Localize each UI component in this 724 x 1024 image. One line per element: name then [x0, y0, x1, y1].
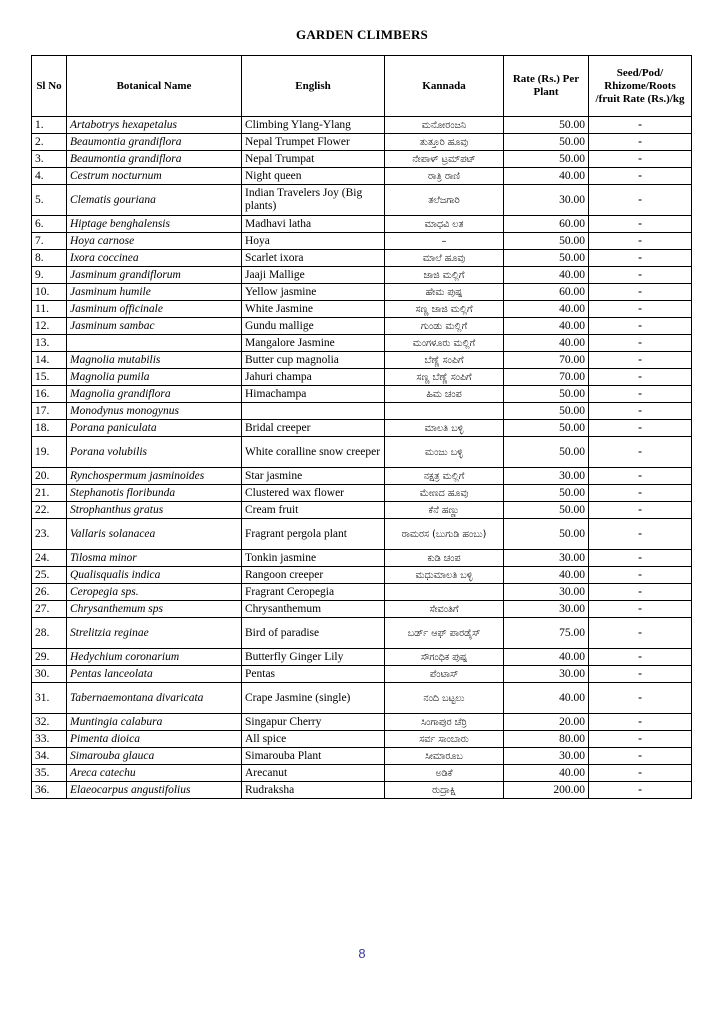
cell-english-name: Himachampa: [242, 386, 385, 403]
cell-botanical-name: Beaumontia grandiflora: [67, 151, 242, 168]
table-row: [32, 519, 692, 550]
header-seed-rate: Seed/Pod/ Rhizome/Roots /fruit Rate (Rs.)/kg: [589, 56, 692, 117]
cell-english-name: Pentas: [242, 666, 385, 683]
cell-kannada-name: –: [385, 233, 504, 250]
table-row: [32, 420, 692, 437]
cell-seed-rate: -: [589, 335, 692, 352]
cell-rate-per-plant: 75.00: [504, 618, 589, 649]
cell-english-name: Climbing Ylang-Ylang: [242, 117, 385, 134]
cell-kannada-name: ಹಿಮ ಚಂಪ: [385, 386, 504, 403]
cell-rate-per-plant: 80.00: [504, 731, 589, 748]
cell-seed-rate: -: [589, 567, 692, 584]
cell-botanical-name: Areca catechu: [67, 765, 242, 782]
table-row: [32, 250, 692, 267]
cell-kannada-name: ಮಧುಮಾಲತಿ ಬಳ್ಳಿ: [385, 567, 504, 584]
cell-english-name: Cream fruit: [242, 502, 385, 519]
cell-kannada-name: ರಾಮರಸ (ಬುಗುಡಿ ಹಂಬು): [385, 519, 504, 550]
cell-sl-no: 6.: [32, 216, 67, 233]
cell-botanical-name: Vallaris solanacea: [67, 519, 242, 550]
table-body: [32, 117, 692, 799]
cell-seed-rate: -: [589, 168, 692, 185]
cell-english-name: Arecanut: [242, 765, 385, 782]
cell-botanical-name: Beaumontia grandiflora: [67, 134, 242, 151]
table-row: [32, 468, 692, 485]
cell-botanical-name: Qualisqualis indica: [67, 567, 242, 584]
cell-english-name: Chrysanthemum: [242, 601, 385, 618]
cell-botanical-name: Chrysanthemum sps: [67, 601, 242, 618]
cell-kannada-name: ಮಾಧವಿ ಲತ: [385, 216, 504, 233]
header-botanical-name: Botanical Name: [67, 56, 242, 117]
cell-rate-per-plant: 40.00: [504, 318, 589, 335]
cell-botanical-name: Jasminum humile: [67, 284, 242, 301]
cell-english-name: Star jasmine: [242, 468, 385, 485]
table-row: [32, 151, 692, 168]
cell-english-name: Butter cup magnolia: [242, 352, 385, 369]
cell-english-name: Rudraksha: [242, 782, 385, 799]
cell-botanical-name: Tilosma minor: [67, 550, 242, 567]
cell-kannada-name: ನಂದಿ ಬಟ್ಟಲು: [385, 683, 504, 714]
table-row: [32, 318, 692, 335]
table-row: [32, 352, 692, 369]
cell-seed-rate: -: [589, 782, 692, 799]
cell-sl-no: 12.: [32, 318, 67, 335]
cell-seed-rate: -: [589, 318, 692, 335]
table-row: [32, 267, 692, 284]
cell-english-name: Clustered wax flower: [242, 485, 385, 502]
cell-rate-per-plant: 40.00: [504, 301, 589, 318]
cell-english-name: Crape Jasmine (single): [242, 683, 385, 714]
cell-sl-no: 2.: [32, 134, 67, 151]
table-row: [32, 369, 692, 386]
cell-english-name: All spice: [242, 731, 385, 748]
cell-seed-rate: -: [589, 550, 692, 567]
cell-rate-per-plant: 30.00: [504, 666, 589, 683]
table-row: [32, 567, 692, 584]
cell-kannada-name: ಮಂಜು ಬಳ್ಳಿ: [385, 437, 504, 468]
cell-kannada-name: ಸಿಂಗಾಪುರ ಚೆರ್ರಿ: [385, 714, 504, 731]
cell-english-name: Simarouba Plant: [242, 748, 385, 765]
cell-kannada-name: ಮಂಗಳೂರು ಮಲ್ಲಿಗೆ: [385, 335, 504, 352]
cell-english-name: White Jasmine: [242, 301, 385, 318]
cell-kannada-name: ಕೆನೆ ಹಣ್ಣು: [385, 502, 504, 519]
cell-kannada-name: ರಾತ್ರಿ ರಾಣಿ: [385, 168, 504, 185]
cell-sl-no: 19.: [32, 437, 67, 468]
cell-rate-per-plant: 40.00: [504, 267, 589, 284]
cell-botanical-name: Simarouba glauca: [67, 748, 242, 765]
cell-sl-no: 4.: [32, 168, 67, 185]
cell-botanical-name: Clematis gouriana: [67, 185, 242, 216]
cell-kannada-name: ಸರ್ವ ಸಾಂಬಾರು: [385, 731, 504, 748]
cell-english-name: Singapur Cherry: [242, 714, 385, 731]
cell-sl-no: 24.: [32, 550, 67, 567]
cell-sl-no: 34.: [32, 748, 67, 765]
cell-rate-per-plant: 50.00: [504, 134, 589, 151]
cell-english-name: Tonkin jasmine: [242, 550, 385, 567]
cell-seed-rate: -: [589, 731, 692, 748]
cell-rate-per-plant: 50.00: [504, 420, 589, 437]
cell-kannada-name: ಸೇವಂತಿಗೆ: [385, 601, 504, 618]
cell-botanical-name: Magnolia pumila: [67, 369, 242, 386]
cell-rate-per-plant: 60.00: [504, 216, 589, 233]
cell-sl-no: 18.: [32, 420, 67, 437]
cell-kannada-name: ಸೀಮಾರೂಬ: [385, 748, 504, 765]
cell-kannada-name: ರುದ್ರಾಕ್ಷಿ: [385, 782, 504, 799]
cell-english-name: Scarlet ixora: [242, 250, 385, 267]
cell-kannada-name: ಹೇಮ ಪುಷ್ಪ: [385, 284, 504, 301]
cell-botanical-name: Strelitzia reginae: [67, 618, 242, 649]
cell-rate-per-plant: 40.00: [504, 168, 589, 185]
cell-seed-rate: -: [589, 117, 692, 134]
cell-kannada-name: ಮೇಣದ ಹೂವು: [385, 485, 504, 502]
cell-english-name: Rangoon creeper: [242, 567, 385, 584]
cell-english-name: Butterfly Ginger Lily: [242, 649, 385, 666]
cell-sl-no: 21.: [32, 485, 67, 502]
cell-seed-rate: -: [589, 748, 692, 765]
cell-rate-per-plant: 30.00: [504, 550, 589, 567]
table-row: [32, 403, 692, 420]
cell-botanical-name: Pimenta dioica: [67, 731, 242, 748]
table-row: [32, 731, 692, 748]
table-row: [32, 550, 692, 567]
cell-seed-rate: -: [589, 468, 692, 485]
table-row: [32, 134, 692, 151]
cell-seed-rate: -: [589, 216, 692, 233]
cell-english-name: Hoya: [242, 233, 385, 250]
cell-english-name: Fragrant pergola plant: [242, 519, 385, 550]
cell-botanical-name: Magnolia mutabilis: [67, 352, 242, 369]
cell-seed-rate: -: [589, 666, 692, 683]
cell-seed-rate: -: [589, 765, 692, 782]
cell-botanical-name: Muntingia calabura: [67, 714, 242, 731]
cell-rate-per-plant: 20.00: [504, 714, 589, 731]
cell-sl-no: 7.: [32, 233, 67, 250]
cell-sl-no: 29.: [32, 649, 67, 666]
table-row: [32, 386, 692, 403]
cell-botanical-name: Porana volubilis: [67, 437, 242, 468]
cell-seed-rate: -: [589, 485, 692, 502]
cell-botanical-name: Ceropegia sps.: [67, 584, 242, 601]
cell-seed-rate: -: [589, 649, 692, 666]
page-number: 8: [358, 946, 366, 961]
cell-sl-no: 5.: [32, 185, 67, 216]
cell-sl-no: 36.: [32, 782, 67, 799]
table-header-row: [32, 56, 692, 117]
table-row: [32, 301, 692, 318]
cell-rate-per-plant: 50.00: [504, 151, 589, 168]
cell-rate-per-plant: 50.00: [504, 519, 589, 550]
cell-english-name: Jaaji Mallige: [242, 267, 385, 284]
cell-sl-no: 17.: [32, 403, 67, 420]
table-row: [32, 502, 692, 519]
cell-english-name: Fragrant Ceropegia: [242, 584, 385, 601]
table-row: [32, 216, 692, 233]
cell-seed-rate: -: [589, 386, 692, 403]
cell-english-name: White coralline snow creeper: [242, 437, 385, 468]
cell-seed-rate: -: [589, 267, 692, 284]
cell-botanical-name: Monodynus monogynus: [67, 403, 242, 420]
cell-botanical-name: Hiptage benghalensis: [67, 216, 242, 233]
cell-botanical-name: Jasminum officinale: [67, 301, 242, 318]
cell-seed-rate: -: [589, 502, 692, 519]
header-rate-per-plant: Rate (Rs.) Per Plant: [504, 56, 589, 117]
cell-seed-rate: -: [589, 618, 692, 649]
table-row: [32, 584, 692, 601]
cell-rate-per-plant: 30.00: [504, 584, 589, 601]
cell-english-name: Jahuri champa: [242, 369, 385, 386]
cell-rate-per-plant: 30.00: [504, 748, 589, 765]
cell-kannada-name: ನಕ್ಷತ್ರ ಮಲ್ಲಿಗೆ: [385, 468, 504, 485]
cell-rate-per-plant: 40.00: [504, 765, 589, 782]
cell-botanical-name: Rynchospermum jasminoides: [67, 468, 242, 485]
cell-sl-no: 30.: [32, 666, 67, 683]
cell-botanical-name: Hoya carnose: [67, 233, 242, 250]
cell-rate-per-plant: 30.00: [504, 185, 589, 216]
table-row: [32, 714, 692, 731]
cell-rate-per-plant: 40.00: [504, 683, 589, 714]
cell-kannada-name: ತುತ್ತೂರಿ ಹೂವು: [385, 134, 504, 151]
cell-botanical-name: Hedychium coronarium: [67, 649, 242, 666]
cell-kannada-name: ಬರ್ಡ್ ಆಫ್ ಪಾರಡೈಸ್: [385, 618, 504, 649]
table-row: [32, 437, 692, 468]
cell-seed-rate: -: [589, 151, 692, 168]
cell-seed-rate: -: [589, 250, 692, 267]
cell-botanical-name: Porana paniculata: [67, 420, 242, 437]
cell-rate-per-plant: 30.00: [504, 468, 589, 485]
cell-kannada-name: ಮಾಲೆ ಹೂವು: [385, 250, 504, 267]
cell-kannada-name: ಮಾಲತಿ ಬಳ್ಳಿ: [385, 420, 504, 437]
cell-kannada-name: ಪೆಂಟಾಸ್: [385, 666, 504, 683]
cell-rate-per-plant: 40.00: [504, 649, 589, 666]
cell-sl-no: 14.: [32, 352, 67, 369]
cell-sl-no: 23.: [32, 519, 67, 550]
cell-rate-per-plant: 40.00: [504, 335, 589, 352]
cell-botanical-name: Jasminum sambac: [67, 318, 242, 335]
cell-botanical-name: Jasminum grandiflorum: [67, 267, 242, 284]
page-title: GARDEN CLIMBERS: [296, 27, 428, 42]
cell-sl-no: 8.: [32, 250, 67, 267]
cell-rate-per-plant: 50.00: [504, 233, 589, 250]
cell-seed-rate: -: [589, 683, 692, 714]
cell-kannada-name: ಕುಡಿ ಚಂಪ: [385, 550, 504, 567]
cell-botanical-name: [67, 335, 242, 352]
cell-sl-no: 31.: [32, 683, 67, 714]
cell-sl-no: 35.: [32, 765, 67, 782]
cell-seed-rate: -: [589, 134, 692, 151]
table-row: [32, 233, 692, 250]
cell-rate-per-plant: 70.00: [504, 369, 589, 386]
cell-english-name: Gundu mallige: [242, 318, 385, 335]
table-row: [32, 765, 692, 782]
cell-kannada-name: ತಲೆಜಗಾರಿ: [385, 185, 504, 216]
cell-seed-rate: -: [589, 352, 692, 369]
table-row: [32, 185, 692, 216]
cell-seed-rate: -: [589, 420, 692, 437]
table-row: [32, 601, 692, 618]
cell-botanical-name: Artabotrys hexapetalus: [67, 117, 242, 134]
cell-english-name: Nepal Trumpet Flower: [242, 134, 385, 151]
cell-kannada-name: ಸಣ್ಣ ಜಾಜಿ ಮಲ್ಲಿಗೆ: [385, 301, 504, 318]
cell-rate-per-plant: 70.00: [504, 352, 589, 369]
cell-kannada-name: ಅಡಿಕೆ: [385, 765, 504, 782]
garden-climbers-table: [31, 55, 692, 799]
table-row: [32, 168, 692, 185]
table-row: [32, 782, 692, 799]
header-sl-no: Sl No: [32, 56, 67, 117]
cell-english-name: Bird of paradise: [242, 618, 385, 649]
cell-seed-rate: -: [589, 233, 692, 250]
header-kannada: Kannada: [385, 56, 504, 117]
cell-botanical-name: Pentas lanceolata: [67, 666, 242, 683]
cell-rate-per-plant: 50.00: [504, 117, 589, 134]
cell-seed-rate: -: [589, 185, 692, 216]
cell-seed-rate: -: [589, 403, 692, 420]
cell-rate-per-plant: 50.00: [504, 437, 589, 468]
cell-sl-no: 25.: [32, 567, 67, 584]
cell-sl-no: 28.: [32, 618, 67, 649]
cell-rate-per-plant: 50.00: [504, 386, 589, 403]
cell-botanical-name: Tabernaemontana divaricata: [67, 683, 242, 714]
cell-sl-no: 27.: [32, 601, 67, 618]
cell-rate-per-plant: 50.00: [504, 403, 589, 420]
cell-sl-no: 15.: [32, 369, 67, 386]
cell-sl-no: 32.: [32, 714, 67, 731]
cell-seed-rate: -: [589, 301, 692, 318]
cell-sl-no: 13.: [32, 335, 67, 352]
cell-kannada-name: ನೇಪಾಳ್ ಟ್ರಮ್‌ಪಟ್: [385, 151, 504, 168]
cell-sl-no: 3.: [32, 151, 67, 168]
cell-english-name: Madhavi latha: [242, 216, 385, 233]
cell-sl-no: 9.: [32, 267, 67, 284]
cell-kannada-name: [385, 584, 504, 601]
cell-botanical-name: Stephanotis floribunda: [67, 485, 242, 502]
cell-botanical-name: Strophanthus gratus: [67, 502, 242, 519]
cell-kannada-name: ಬೆಣ್ಣೆ ಸಂಪಿಗೆ: [385, 352, 504, 369]
cell-english-name: Night queen: [242, 168, 385, 185]
cell-kannada-name: ಸಣ್ಣ ಬೆಣ್ಣೆ ಸಂಪಿಗೆ: [385, 369, 504, 386]
cell-rate-per-plant: 50.00: [504, 485, 589, 502]
cell-rate-per-plant: 40.00: [504, 567, 589, 584]
table-row: [32, 748, 692, 765]
cell-english-name: Mangalore Jasmine: [242, 335, 385, 352]
cell-seed-rate: -: [589, 369, 692, 386]
cell-botanical-name: Ixora coccinea: [67, 250, 242, 267]
cell-rate-per-plant: 50.00: [504, 250, 589, 267]
cell-rate-per-plant: 30.00: [504, 601, 589, 618]
cell-botanical-name: Cestrum nocturnum: [67, 168, 242, 185]
cell-sl-no: 33.: [32, 731, 67, 748]
cell-seed-rate: -: [589, 519, 692, 550]
table-row: [32, 485, 692, 502]
cell-sl-no: 1.: [32, 117, 67, 134]
cell-sl-no: 10.: [32, 284, 67, 301]
table-row: [32, 649, 692, 666]
cell-kannada-name: ಜಾಜಿ ಮಲ್ಲಿಗೆ: [385, 267, 504, 284]
table-row: [32, 683, 692, 714]
cell-kannada-name: [385, 403, 504, 420]
cell-english-name: [242, 403, 385, 420]
cell-botanical-name: Elaeocarpus angustifolius: [67, 782, 242, 799]
table-row: [32, 335, 692, 352]
cell-kannada-name: ಸೌಗಂಧಿಕ ಪುಷ್ಪ: [385, 649, 504, 666]
cell-english-name: Bridal creeper: [242, 420, 385, 437]
cell-rate-per-plant: 200.00: [504, 782, 589, 799]
cell-seed-rate: -: [589, 284, 692, 301]
cell-seed-rate: -: [589, 584, 692, 601]
cell-kannada-name: ಮನೋರಂಜನಿ: [385, 117, 504, 134]
table-row: [32, 284, 692, 301]
cell-seed-rate: -: [589, 601, 692, 618]
cell-sl-no: 11.: [32, 301, 67, 318]
cell-english-name: Nepal Trumpat: [242, 151, 385, 168]
table-row: [32, 618, 692, 649]
cell-english-name: Indian Travelers Joy (Big plants): [242, 185, 385, 216]
cell-botanical-name: Magnolia grandiflora: [67, 386, 242, 403]
cell-sl-no: 26.: [32, 584, 67, 601]
table-row: [32, 666, 692, 683]
cell-seed-rate: -: [589, 437, 692, 468]
table-row: [32, 117, 692, 134]
cell-rate-per-plant: 60.00: [504, 284, 589, 301]
cell-sl-no: 16.: [32, 386, 67, 403]
cell-kannada-name: ಗುಂಡು ಮಲ್ಲಿಗೆ: [385, 318, 504, 335]
cell-sl-no: 20.: [32, 468, 67, 485]
cell-seed-rate: -: [589, 714, 692, 731]
cell-rate-per-plant: 50.00: [504, 502, 589, 519]
header-english: English: [242, 56, 385, 117]
cell-english-name: Yellow jasmine: [242, 284, 385, 301]
cell-sl-no: 22.: [32, 502, 67, 519]
